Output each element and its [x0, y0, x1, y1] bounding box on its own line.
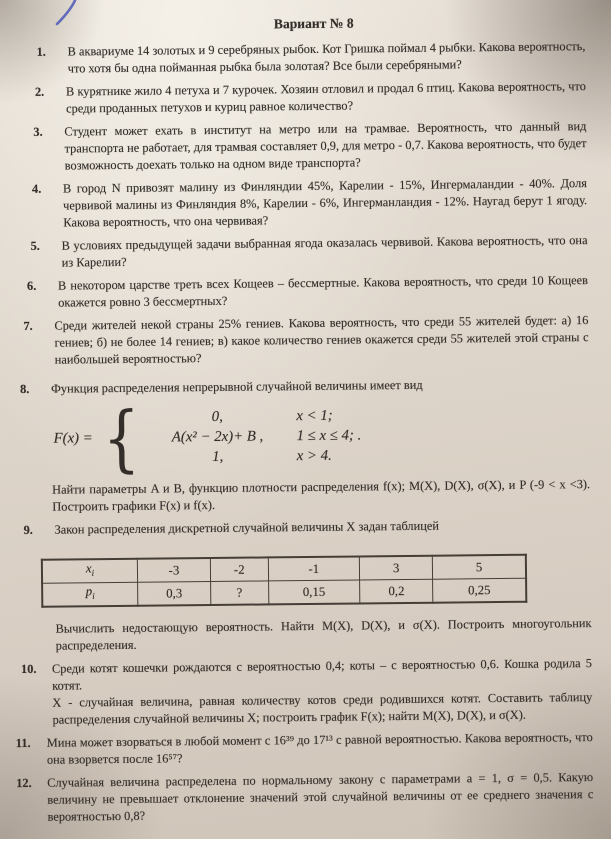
problem-number: 3. — [33, 124, 43, 139]
problem-number: 9. — [23, 522, 33, 537]
problem-5 — [30, 232, 587, 272]
table-cell: ? — [211, 581, 269, 605]
problem-text: Мина может взорваться в любой момент с 16³⁹ до 17¹³ с равной вероятностью. Какова вероятность, что она взорвется после 16⁵⁷? — [46, 730, 593, 767]
problem-number: 7. — [23, 318, 33, 333]
case-condition: x > 4. — [296, 447, 332, 464]
problem-number: 4. — [31, 181, 42, 196]
problem-note: X - случайная величина, равная количеству котов среди родившихся котят. Составить таблицу распределения случайной величины X; построить график F(x); найти M(X), D(X), и σ(X). — [52, 690, 593, 727]
problem-text: В город N привозят малину из Финляндии 45%, Карелии - 15%, Ингермаландии - 40%. Доля червивой малины из Финляндия 8%, Карелии - 6%, Ингерманландия - 12%. Наугад берут 1 ягоду. Какова вероятность, что она червивая? — [62, 176, 588, 230]
curly-brace: { — [102, 395, 141, 481]
row-header-p — [42, 582, 138, 606]
case-condition: x < 1; — [296, 407, 333, 424]
table-cell: -1 — [268, 556, 360, 580]
problem-text: В условиях предыдущей задачи выбранная ягода оказалась червивой. Какова вероятность, что она из Карелии? — [61, 233, 588, 270]
table-cell: 0,3 — [138, 582, 211, 606]
problem-7 — [23, 312, 589, 369]
row-header-x — [42, 559, 138, 583]
table-cell: 5 — [433, 555, 526, 579]
problem-4 — [32, 175, 588, 232]
problem-3 — [33, 118, 587, 175]
table-row-p — [42, 578, 526, 607]
problem-text: Функция распределения непрерывной случайной величины имеет вид — [50, 377, 423, 396]
formula-cases — [146, 407, 361, 466]
problem-text: Среди жителей некой страны 25% гениев. Какова вероятность, что среди 55 жителей будет: а) 16 гениев; б) не более 14 гениев; в) какое количество гениев окажется среди 55 жителей этой страны с наибольшей вероятностью? — [54, 313, 589, 367]
problem-text: В курятнике жило 4 петуха и 7 курочек. Хозяин отловил и продал 6 птиц. Какова вероятность, что среди проданных петухов и куриц равное количество? — [65, 79, 586, 116]
formula-lhs: F(x) = — [53, 429, 93, 447]
problem-1 — [36, 38, 585, 78]
problem-number: 12. — [16, 775, 32, 791]
row-header-sub: i — [91, 568, 95, 579]
problem-6 — [27, 272, 588, 312]
table-cell: 0,25 — [433, 578, 526, 602]
problem-note: Найти параметры A и B, функцию плотности распределения f(x); M(X), D(X), σ(X), и P (-9 < x <3). Построить графики F(x) и f(x). — [52, 477, 591, 514]
page-title: Вариант № 8 — [273, 15, 354, 32]
problem-text: Закон распределения дискретной случайной величины X задан таблицей — [54, 518, 440, 537]
problem-number: 1. — [36, 44, 46, 59]
case-value: A(x² − 2x)+ B , — [171, 427, 264, 445]
case-condition: 1 ≤ x ≤ 4; . — [296, 426, 362, 444]
table-cell: 0,15 — [268, 580, 360, 604]
problem-text: Случайная величина распределена по нормальному закону с параметрами a = 1, σ = 0,5. Какую величину не превышает отклонение значений этой случайной величины от ее среднего значения с вероятностью 0,8? — [47, 770, 594, 824]
problem-text: Среди котят кошечки рождаются с вероятностью 0,4; коты – с вероятностью 0,6. Кошка родила 5 котят. — [51, 656, 593, 693]
problem-number: 11. — [15, 735, 31, 751]
problem-number: 2. — [34, 84, 45, 99]
row-header-base: x — [85, 561, 92, 576]
table-cell: 3 — [360, 556, 433, 580]
problem-number: 10. — [20, 661, 37, 677]
distribution-table — [41, 554, 527, 608]
case-value: 0, — [211, 408, 223, 425]
table-cell: -2 — [210, 557, 268, 581]
problem-11 — [16, 729, 593, 769]
problem-12 — [16, 769, 594, 826]
problem-text: В аквариуме 14 золотых и 9 серебряных рыбок. Кот Гришка поймал 4 рыбки. Какова вероятность, что хотя бы одна пойманная рыбка была золотая? Все были серебряными? — [67, 39, 586, 76]
problem-number: 8. — [19, 381, 30, 397]
problem-8 — [20, 375, 590, 516]
problem-note: Вычислить недостающую вероятность. Найти M(X), D(X), и σ(X). Построить многоугольник распределения. — [55, 616, 592, 653]
case-value: 1, — [212, 448, 224, 465]
problem-9 — [23, 516, 591, 655]
problem-10 — [21, 655, 593, 729]
problem-number: 5. — [30, 238, 40, 253]
row-header-sub: i — [92, 591, 95, 602]
distribution-function-formula — [53, 395, 590, 481]
problem-number: 6. — [26, 278, 37, 293]
problem-2 — [35, 78, 586, 118]
row-header-base: p — [85, 584, 93, 599]
table-cell: -3 — [137, 558, 210, 582]
table-cell: 0,2 — [360, 579, 433, 603]
problem-text: Студент может ехать в институт на метро или на трамвае. Вероятность, что данный вид транспорта не работает, для трамвая составляет 0,9, для метро - 0,7. Какова вероятность, что будет возможность доехать только на одном виде транспорта? — [64, 119, 587, 173]
problem-text: В некотором царстве треть всех Кощеев – бессмертные. Какова вероятность, что среди 10 Кощеев окажется ровно 3 бессмертных? — [57, 273, 589, 310]
